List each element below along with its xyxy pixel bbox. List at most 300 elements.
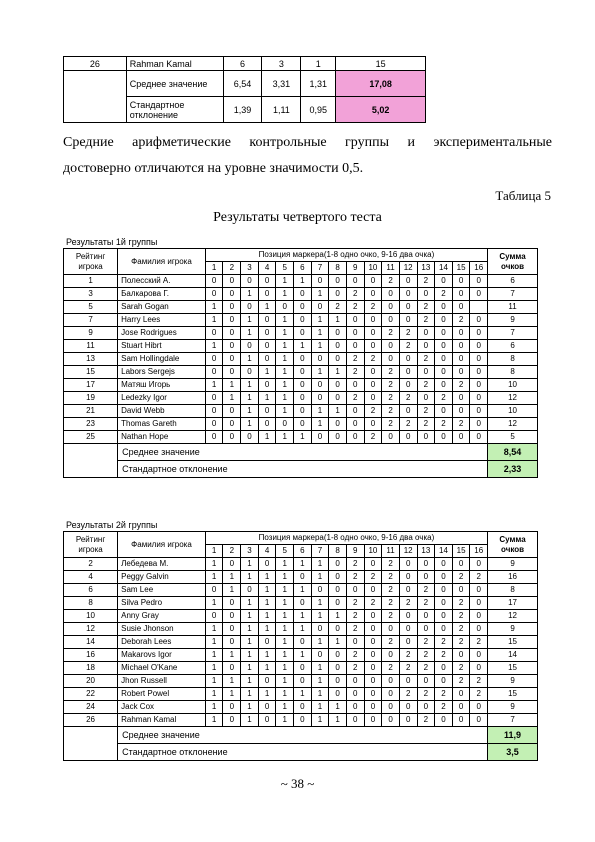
name-cell: Балкарова Г. bbox=[118, 288, 206, 301]
name-cell: Makarovs Igor bbox=[118, 649, 206, 662]
score-cell: 0 bbox=[470, 701, 488, 714]
sum-cell: 6 bbox=[488, 340, 538, 353]
score-cell: 0 bbox=[205, 275, 223, 288]
column-number: 2 bbox=[223, 545, 241, 558]
score-cell: 1 bbox=[258, 623, 276, 636]
table-row bbox=[64, 314, 538, 327]
score-cell: 1 bbox=[276, 340, 294, 353]
score-cell: 1 bbox=[205, 340, 223, 353]
score-cell: 0 bbox=[470, 366, 488, 379]
std-value: 3,5 bbox=[488, 744, 538, 761]
name-cell: Susie Jhonson bbox=[118, 623, 206, 636]
score-cell: 1 bbox=[276, 636, 294, 649]
score-cell: 0 bbox=[364, 688, 382, 701]
column-number: 7 bbox=[311, 545, 329, 558]
score-cell: 0 bbox=[258, 353, 276, 366]
score-cell: 0 bbox=[382, 675, 400, 688]
score-cell: 0 bbox=[223, 288, 241, 301]
score-cell: 1 bbox=[205, 649, 223, 662]
score-cell: 0 bbox=[205, 392, 223, 405]
score-cell: 1 bbox=[311, 636, 329, 649]
table-row bbox=[64, 623, 538, 636]
score-cell: 2 bbox=[452, 571, 470, 584]
score-cell: 1 bbox=[223, 688, 241, 701]
score-cell: 1 bbox=[276, 675, 294, 688]
spacer-cell bbox=[64, 744, 118, 761]
sum-cell: 7 bbox=[488, 288, 538, 301]
score-cell: 1 bbox=[329, 314, 347, 327]
score-cell: 0 bbox=[258, 675, 276, 688]
score-cell: 0 bbox=[223, 366, 241, 379]
mean-value: 11,9 bbox=[488, 727, 538, 744]
std-label: Стандартное отклонение bbox=[118, 461, 488, 478]
score-cell: 0 bbox=[364, 392, 382, 405]
score-cell: 0 bbox=[382, 688, 400, 701]
score-cell: 0 bbox=[294, 418, 312, 431]
sum-cell: 17 bbox=[488, 597, 538, 610]
value-cell: 1 bbox=[301, 57, 336, 71]
score-cell: 1 bbox=[276, 405, 294, 418]
score-cell: 0 bbox=[294, 353, 312, 366]
name-cell: Jose Rodrigues bbox=[118, 327, 206, 340]
spacer-cell bbox=[64, 727, 118, 744]
group1-caption: Результаты 1й группы bbox=[66, 237, 158, 247]
rank-cell: 1 bbox=[64, 275, 118, 288]
sum-cell: 15 bbox=[488, 688, 538, 701]
score-cell: 0 bbox=[470, 327, 488, 340]
score-cell: 2 bbox=[435, 688, 453, 701]
sum-header: Сумма очков bbox=[488, 532, 538, 558]
score-cell: 2 bbox=[382, 558, 400, 571]
score-cell: 0 bbox=[223, 314, 241, 327]
score-cell: 0 bbox=[294, 379, 312, 392]
score-cell: 0 bbox=[399, 571, 417, 584]
score-cell: 1 bbox=[276, 379, 294, 392]
score-cell: 1 bbox=[294, 340, 312, 353]
score-cell: 1 bbox=[223, 392, 241, 405]
sum-cell: 9 bbox=[488, 558, 538, 571]
score-cell: 0 bbox=[329, 288, 347, 301]
column-number: 14 bbox=[435, 545, 453, 558]
score-cell: 2 bbox=[346, 392, 364, 405]
score-cell: 0 bbox=[258, 558, 276, 571]
score-cell: 0 bbox=[435, 366, 453, 379]
name-cell: Deborah Lees bbox=[118, 636, 206, 649]
score-cell: 0 bbox=[223, 353, 241, 366]
sum-cell: 9 bbox=[488, 701, 538, 714]
score-cell: 0 bbox=[294, 301, 312, 314]
score-cell: 1 bbox=[205, 662, 223, 675]
score-cell: 1 bbox=[276, 597, 294, 610]
score-cell: 2 bbox=[382, 571, 400, 584]
mean-value: 3,31 bbox=[262, 71, 301, 97]
score-cell: 0 bbox=[435, 714, 453, 727]
score-cell: 0 bbox=[470, 314, 488, 327]
score-cell: 2 bbox=[452, 379, 470, 392]
table-row bbox=[64, 366, 538, 379]
score-cell: 0 bbox=[294, 314, 312, 327]
score-cell: 1 bbox=[329, 610, 347, 623]
score-cell: 0 bbox=[452, 405, 470, 418]
score-cell: 2 bbox=[417, 688, 435, 701]
score-cell: 2 bbox=[382, 584, 400, 597]
score-cell: 0 bbox=[346, 584, 364, 597]
score-cell: 1 bbox=[241, 288, 259, 301]
name-cell: Sam Lee bbox=[118, 584, 206, 597]
column-number: 4 bbox=[258, 262, 276, 275]
score-cell: 1 bbox=[258, 597, 276, 610]
score-cell: 0 bbox=[205, 418, 223, 431]
header-row bbox=[64, 249, 538, 262]
score-cell: 1 bbox=[205, 636, 223, 649]
score-cell: 2 bbox=[417, 301, 435, 314]
column-number: 8 bbox=[329, 545, 347, 558]
score-cell: 0 bbox=[346, 675, 364, 688]
score-cell: 0 bbox=[223, 610, 241, 623]
score-cell: 0 bbox=[294, 701, 312, 714]
score-cell: 1 bbox=[329, 636, 347, 649]
score-cell: 0 bbox=[435, 301, 453, 314]
table-row bbox=[64, 275, 538, 288]
std-label: Стандартное отклонение bbox=[126, 97, 223, 123]
score-cell: 1 bbox=[311, 340, 329, 353]
score-cell: 0 bbox=[364, 649, 382, 662]
score-cell: 0 bbox=[399, 701, 417, 714]
score-cell: 2 bbox=[452, 623, 470, 636]
score-cell: 0 bbox=[452, 366, 470, 379]
score-cell: 2 bbox=[382, 275, 400, 288]
score-cell: 0 bbox=[311, 379, 329, 392]
score-cell: 0 bbox=[470, 340, 488, 353]
score-cell: 2 bbox=[364, 405, 382, 418]
name-cell: Jack Cox bbox=[118, 701, 206, 714]
rank-cell: 4 bbox=[64, 571, 118, 584]
std-row bbox=[64, 97, 426, 123]
table-row bbox=[64, 636, 538, 649]
std-sum: 5,02 bbox=[336, 97, 426, 123]
score-cell: 2 bbox=[382, 405, 400, 418]
score-cell: 0 bbox=[294, 327, 312, 340]
score-cell: 0 bbox=[382, 714, 400, 727]
sum-cell: 9 bbox=[488, 623, 538, 636]
std-label: Стандартное отклонение bbox=[118, 744, 488, 761]
mean-sum: 17,08 bbox=[336, 71, 426, 97]
rank-cell: 3 bbox=[64, 288, 118, 301]
score-cell: 0 bbox=[241, 584, 259, 597]
table-row bbox=[64, 584, 538, 597]
score-cell: 2 bbox=[399, 597, 417, 610]
score-cell: 1 bbox=[258, 301, 276, 314]
score-cell: 1 bbox=[258, 366, 276, 379]
sum-cell: 12 bbox=[488, 610, 538, 623]
score-cell: 0 bbox=[329, 340, 347, 353]
score-cell: 0 bbox=[435, 597, 453, 610]
score-cell: 0 bbox=[329, 649, 347, 662]
score-cell: 1 bbox=[276, 353, 294, 366]
score-cell: 1 bbox=[294, 431, 312, 444]
score-cell: 0 bbox=[470, 431, 488, 444]
score-cell: 0 bbox=[452, 275, 470, 288]
sum-cell: 8 bbox=[488, 366, 538, 379]
score-cell: 0 bbox=[205, 584, 223, 597]
score-cell: 2 bbox=[346, 571, 364, 584]
score-cell: 1 bbox=[241, 379, 259, 392]
score-cell: 1 bbox=[311, 701, 329, 714]
score-cell: 0 bbox=[382, 288, 400, 301]
column-number: 13 bbox=[417, 262, 435, 275]
table-row bbox=[64, 431, 538, 444]
score-cell: 2 bbox=[364, 301, 382, 314]
score-cell: 0 bbox=[223, 623, 241, 636]
column-number: 5 bbox=[276, 545, 294, 558]
score-cell: 2 bbox=[452, 675, 470, 688]
score-cell: 0 bbox=[399, 610, 417, 623]
score-cell: 0 bbox=[470, 597, 488, 610]
column-number: 16 bbox=[470, 545, 488, 558]
score-cell: 0 bbox=[470, 558, 488, 571]
score-cell: 0 bbox=[329, 327, 347, 340]
rank-cell: 10 bbox=[64, 610, 118, 623]
score-cell: 0 bbox=[329, 431, 347, 444]
rank-cell: 25 bbox=[64, 431, 118, 444]
table-row bbox=[64, 288, 538, 301]
column-number: 14 bbox=[435, 262, 453, 275]
score-cell: 1 bbox=[276, 314, 294, 327]
column-number: 12 bbox=[399, 545, 417, 558]
score-cell: 1 bbox=[223, 379, 241, 392]
score-cell: 2 bbox=[346, 301, 364, 314]
score-cell: 1 bbox=[311, 327, 329, 340]
score-cell: 1 bbox=[258, 571, 276, 584]
sum-cell: 12 bbox=[488, 418, 538, 431]
table-row bbox=[64, 392, 538, 405]
score-cell: 0 bbox=[258, 405, 276, 418]
score-cell: 1 bbox=[294, 688, 312, 701]
score-cell: 2 bbox=[399, 327, 417, 340]
column-number: 6 bbox=[294, 262, 312, 275]
score-cell: 1 bbox=[258, 649, 276, 662]
score-cell: 0 bbox=[223, 714, 241, 727]
score-cell: 0 bbox=[241, 275, 259, 288]
score-cell: 0 bbox=[329, 418, 347, 431]
score-cell: 0 bbox=[364, 288, 382, 301]
table-row bbox=[64, 301, 538, 314]
score-cell: 2 bbox=[399, 688, 417, 701]
column-number: 9 bbox=[346, 545, 364, 558]
rank-cell: 11 bbox=[64, 340, 118, 353]
score-cell: 0 bbox=[329, 353, 347, 366]
name-header: Фамилия игрока bbox=[118, 249, 206, 275]
score-cell: 0 bbox=[364, 314, 382, 327]
score-cell: 0 bbox=[417, 392, 435, 405]
spacer-cell bbox=[64, 444, 118, 461]
score-cell: 2 bbox=[417, 714, 435, 727]
score-cell: 2 bbox=[399, 340, 417, 353]
score-cell: 0 bbox=[417, 431, 435, 444]
score-cell: 0 bbox=[258, 275, 276, 288]
score-cell: 2 bbox=[435, 392, 453, 405]
sum-cell: 12 bbox=[488, 392, 538, 405]
score-cell: 1 bbox=[241, 571, 259, 584]
score-cell: 1 bbox=[258, 688, 276, 701]
score-cell: 1 bbox=[258, 431, 276, 444]
score-cell: 1 bbox=[276, 392, 294, 405]
score-cell: 0 bbox=[364, 675, 382, 688]
name-cell: Sarah Gogan bbox=[118, 301, 206, 314]
sum-cell: 15 bbox=[488, 636, 538, 649]
score-cell: 0 bbox=[364, 714, 382, 727]
table-row bbox=[64, 418, 538, 431]
score-cell: 1 bbox=[276, 649, 294, 662]
score-cell: 2 bbox=[399, 392, 417, 405]
score-cell: 0 bbox=[399, 623, 417, 636]
score-cell: 0 bbox=[399, 714, 417, 727]
score-cell: 2 bbox=[364, 431, 382, 444]
score-cell: 0 bbox=[329, 675, 347, 688]
score-cell: 1 bbox=[205, 558, 223, 571]
score-cell: 0 bbox=[346, 636, 364, 649]
score-cell: 1 bbox=[223, 675, 241, 688]
score-cell: 2 bbox=[435, 636, 453, 649]
table-label: Таблица 5 bbox=[495, 188, 551, 203]
score-cell: 1 bbox=[205, 379, 223, 392]
score-cell: 1 bbox=[223, 649, 241, 662]
score-cell: 0 bbox=[435, 405, 453, 418]
score-cell: 1 bbox=[311, 405, 329, 418]
name-cell: Jhon Russell bbox=[118, 675, 206, 688]
rank-cell: 19 bbox=[64, 392, 118, 405]
std-row bbox=[64, 461, 538, 478]
score-cell: 0 bbox=[435, 275, 453, 288]
std-value: 2,33 bbox=[488, 461, 538, 478]
score-cell: 0 bbox=[435, 675, 453, 688]
sum-cell: 9 bbox=[488, 675, 538, 688]
score-cell: 1 bbox=[311, 675, 329, 688]
rank-cell: 7 bbox=[64, 314, 118, 327]
score-cell: 2 bbox=[329, 301, 347, 314]
score-cell: 1 bbox=[276, 623, 294, 636]
score-cell: 0 bbox=[311, 392, 329, 405]
score-cell: 0 bbox=[452, 584, 470, 597]
rank-cell: 12 bbox=[64, 623, 118, 636]
mean-value: 6,54 bbox=[223, 71, 262, 97]
score-cell: 0 bbox=[311, 301, 329, 314]
score-cell: 1 bbox=[276, 701, 294, 714]
score-cell: 0 bbox=[452, 340, 470, 353]
table-title: Результаты четвертого теста bbox=[213, 210, 382, 225]
score-cell: 0 bbox=[311, 623, 329, 636]
score-cell: 1 bbox=[311, 714, 329, 727]
score-cell: 0 bbox=[223, 405, 241, 418]
sum-cell: 5 bbox=[488, 431, 538, 444]
score-cell: 1 bbox=[258, 610, 276, 623]
score-cell: 0 bbox=[417, 327, 435, 340]
score-cell: 0 bbox=[452, 688, 470, 701]
score-cell: 0 bbox=[346, 327, 364, 340]
score-cell: 0 bbox=[329, 597, 347, 610]
score-cell: 0 bbox=[435, 623, 453, 636]
score-cell: 1 bbox=[205, 688, 223, 701]
score-cell: 2 bbox=[417, 636, 435, 649]
score-cell: 0 bbox=[346, 714, 364, 727]
score-cell: 0 bbox=[470, 379, 488, 392]
std-value: 1,11 bbox=[262, 97, 301, 123]
paragraph-line-2: достоверно отличаются на уровне значимости 0,5. bbox=[63, 161, 364, 176]
score-cell: 0 bbox=[417, 675, 435, 688]
score-cell: 1 bbox=[276, 431, 294, 444]
score-cell: 1 bbox=[205, 623, 223, 636]
score-cell: 0 bbox=[382, 623, 400, 636]
score-cell: 0 bbox=[258, 701, 276, 714]
score-cell: 1 bbox=[205, 675, 223, 688]
score-cell: 0 bbox=[399, 675, 417, 688]
score-cell: 0 bbox=[346, 701, 364, 714]
score-cell: 0 bbox=[258, 340, 276, 353]
name-cell: Robert Powel bbox=[118, 688, 206, 701]
score-cell: 0 bbox=[382, 649, 400, 662]
header-row bbox=[64, 532, 538, 545]
column-number: 15 bbox=[452, 545, 470, 558]
name-cell: Лебедева М. bbox=[118, 558, 206, 571]
score-cell: 2 bbox=[382, 636, 400, 649]
score-cell: 0 bbox=[294, 571, 312, 584]
score-cell: 0 bbox=[364, 327, 382, 340]
score-cell: 1 bbox=[311, 314, 329, 327]
score-cell: 0 bbox=[205, 353, 223, 366]
score-cell: 0 bbox=[452, 301, 470, 314]
score-cell: 0 bbox=[382, 301, 400, 314]
name-cell: Rahman Kamal bbox=[126, 57, 223, 71]
score-cell: 1 bbox=[223, 571, 241, 584]
score-cell: 0 bbox=[223, 275, 241, 288]
score-cell: 1 bbox=[294, 649, 312, 662]
score-cell: 0 bbox=[223, 558, 241, 571]
score-cell: 1 bbox=[258, 584, 276, 597]
table-row bbox=[64, 340, 538, 353]
score-cell: 2 bbox=[346, 353, 364, 366]
score-cell: 0 bbox=[294, 636, 312, 649]
score-cell: 1 bbox=[241, 558, 259, 571]
score-cell: 0 bbox=[205, 327, 223, 340]
score-cell: 1 bbox=[276, 714, 294, 727]
score-cell: 2 bbox=[382, 597, 400, 610]
rank-cell: 6 bbox=[64, 584, 118, 597]
score-cell: 0 bbox=[452, 431, 470, 444]
table-row bbox=[64, 405, 538, 418]
name-cell: Labors Sergejs bbox=[118, 366, 206, 379]
score-cell: 0 bbox=[435, 379, 453, 392]
score-cell: 2 bbox=[417, 418, 435, 431]
sum-cell: 8 bbox=[488, 353, 538, 366]
score-cell: 1 bbox=[205, 714, 223, 727]
score-cell: 0 bbox=[470, 392, 488, 405]
score-cell: 2 bbox=[452, 314, 470, 327]
mean-label: Среднее значение bbox=[118, 444, 488, 461]
score-cell: 0 bbox=[435, 558, 453, 571]
score-cell: 2 bbox=[452, 610, 470, 623]
group1-table bbox=[63, 248, 538, 478]
score-cell: 1 bbox=[294, 584, 312, 597]
score-cell: 1 bbox=[205, 314, 223, 327]
score-cell: 1 bbox=[241, 327, 259, 340]
rank-cell: 26 bbox=[64, 57, 127, 71]
score-cell: 0 bbox=[223, 662, 241, 675]
score-cell: 1 bbox=[294, 610, 312, 623]
score-cell: 1 bbox=[329, 366, 347, 379]
sum-cell: 7 bbox=[488, 714, 538, 727]
score-cell: 0 bbox=[470, 353, 488, 366]
rank-cell: 13 bbox=[64, 353, 118, 366]
